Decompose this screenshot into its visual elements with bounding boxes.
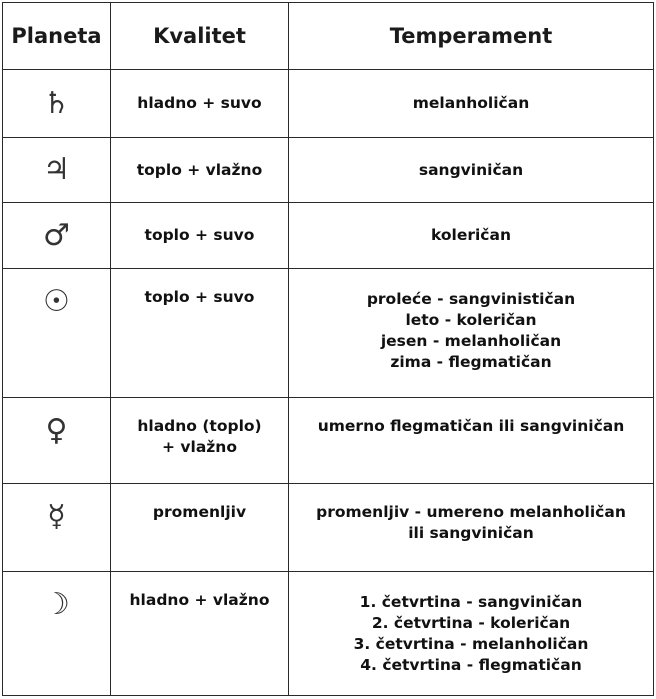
quality-line: hladno (toplo) bbox=[137, 417, 262, 435]
header-temperament: Temperament bbox=[289, 3, 654, 70]
temperament-line: jesen - melanholičan bbox=[380, 332, 562, 350]
quality-line: + vlažno bbox=[162, 438, 237, 456]
saturn-icon: ♄ bbox=[43, 85, 70, 121]
moon-icon: ☽ bbox=[43, 587, 70, 622]
table-row bbox=[3, 484, 654, 572]
temperament-text: sangviničan bbox=[418, 160, 524, 179]
temperament-line: leto - koleričan bbox=[405, 311, 537, 329]
temperament-line: zima - flegmatičan bbox=[390, 353, 552, 371]
quality-text: promenljiv bbox=[152, 503, 247, 521]
temperament-line: proleće - sangvinističan bbox=[366, 290, 576, 308]
header-quality: Kvalitet bbox=[111, 3, 289, 70]
temperament-line: 2. četvrtina - koleričan bbox=[371, 614, 571, 632]
quality-text: toplo + suvo bbox=[144, 288, 255, 306]
venus-icon: ♀ bbox=[45, 413, 68, 448]
quality-text: hladno + vlažno bbox=[129, 591, 270, 609]
mars-icon: ♂ bbox=[43, 217, 70, 253]
table-row bbox=[3, 70, 654, 138]
quality-text: toplo + vlažno bbox=[136, 160, 263, 179]
quality-text: toplo + suvo bbox=[144, 226, 255, 244]
table-row bbox=[3, 398, 654, 484]
table-row bbox=[3, 269, 654, 398]
temperament-line: 3. četvrtina - melanholičan bbox=[353, 635, 589, 653]
sun-icon: ☉ bbox=[43, 284, 70, 319]
planet-temperament-table bbox=[2, 2, 654, 696]
header-planet: Planeta bbox=[3, 3, 111, 70]
quality-text: hladno + suvo bbox=[137, 94, 262, 112]
temperament-text: melanholičan bbox=[412, 94, 530, 112]
temperament-line: 4. četvrtina - flegmatičan bbox=[360, 656, 582, 674]
table-row bbox=[3, 572, 654, 696]
mercury-icon: ☿ bbox=[47, 499, 66, 534]
temperament-line: 1. četvrtina - sangviničan bbox=[359, 593, 583, 611]
jupiter-icon: ♃ bbox=[43, 152, 70, 187]
temperament-text: koleričan bbox=[430, 226, 511, 244]
header-row bbox=[3, 3, 654, 70]
table-row bbox=[3, 138, 654, 203]
temperament-line: promenljiv - umereno melanholičan bbox=[316, 503, 626, 521]
table-row bbox=[3, 203, 654, 269]
temperament-line: ili sangviničan bbox=[408, 524, 534, 542]
temperament-text: umerno flegmatičan ili sangviničan bbox=[317, 417, 625, 435]
